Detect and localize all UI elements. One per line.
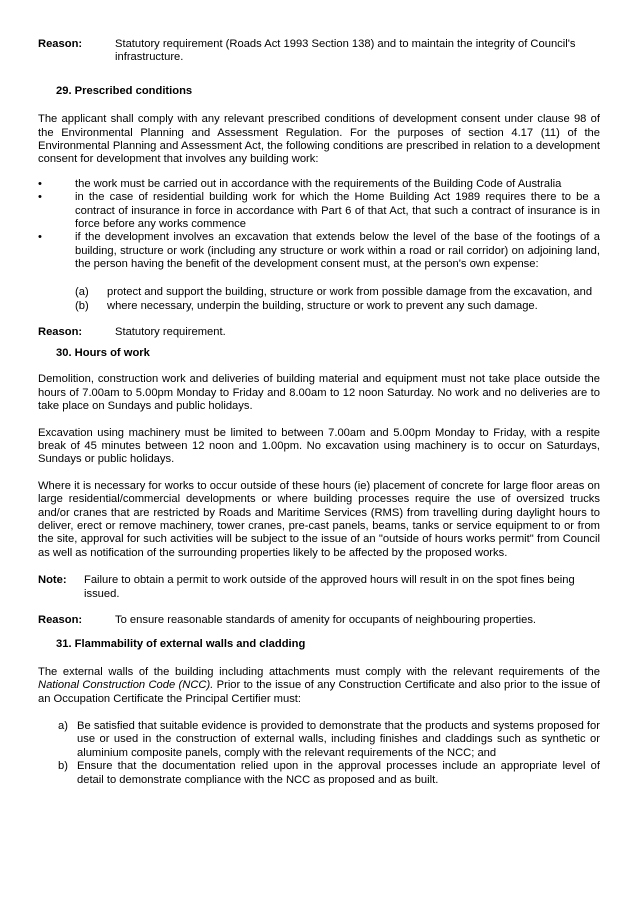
bullet-icon: • [38,231,42,244]
bullet-text: the work must be carried out in accordance with the requirements of the Building Code of Australia [75,177,562,190]
list-item-label: a) [58,720,68,733]
sub-item-b [38,300,600,313]
note-label: Note: [38,574,67,587]
section-29-intro: The applicant shall comply with any relevant prescribed conditions of development consent under clause 98 of the Environmental Planning and Assessment Regulation. For the purposes of section 4.17 (11) of the Environmental Planning and Assessment Act, the following conditions are prescribed in relation to a development consent for development that involves any building work: [38,113,600,166]
bullet-icon: • [38,177,42,190]
bullet-item [38,178,600,191]
reason-text: Statutory requirement (Roads Act 1993 Section 138) and to maintain the integrity of Council's infrastructure. [115,38,576,64]
list-item-b [38,760,600,787]
reason-label: Reason: [38,325,83,338]
section-31-intro [38,666,600,706]
sub-item-a [38,286,600,299]
reason-row-roads [38,38,600,65]
section-heading-31: 31. Flammability of external walls and cladding [56,638,306,651]
section-heading-29: 29. Prescribed conditions [56,84,193,97]
bullet-icon: • [38,191,42,204]
section-30-para-1: Demolition, construction work and deliveries of building material and equipment must not take place outside the hours of 7.00am to 5.00pm Monday to Friday and 8.00am to 12 noon Saturday. No work and no deliveries are to take place on Sundays and public holidays. [38,373,600,413]
sub-item-label: (b) [75,300,89,313]
list-item-text: Be satisfied that suitable evidence is provided to demonstrate that the products and systems proposed for use or used in the construction of external walls, including finishes and claddings such as synthetic or aluminium composite panels, comply with the relevant requirements of the NCC; and [77,720,600,759]
sub-item-text: where necessary, underpin the building, structure or work to prevent any such damage. [107,300,538,313]
section-heading-30: 30. Hours of work [56,346,150,359]
bullet-item [38,191,600,231]
document-page [38,38,600,787]
intro-text-after: Prior to the issue of any Construction Certificate and also prior to the issue of an Occupation Certificate the Principal Certifier must: [38,679,600,705]
list-item-a [38,720,600,760]
bullet-item [38,231,600,271]
bullet-text: if the development involves an excavation that extends below the level of the base of the footings of a building, structure or work (including any structure or work within a road or rail corridor) on adjoining land, the person having the benefit of the development consent must, at the person's own expense: [75,231,600,271]
note-row [38,574,600,601]
sub-item-label: (a) [75,285,89,298]
list-item-text: Ensure that the documentation relied upon in the approval processes include an appropriate level of detail to demonstrate compliance with the NCC as proposed and as built. [77,760,600,786]
reason-row-29 [38,326,600,339]
reason-label: Reason: [38,38,83,50]
bullet-text: in the case of residential building work for which the Home Building Act 1989 requires there to be a contract of insurance in force in accordance with Part 6 of that Act, that such a contract of insurance is in force before any works commence [75,191,600,231]
reason-text: To ensure reasonable standards of amenity for occupants of neighbouring properties. [115,614,537,626]
sub-item-text: protect and support the building, structure or work from possible damage from the excavation, and [107,285,593,298]
section-30-para-2: Excavation using machinery must be limited to between 7.00am and 5.00pm Monday to Friday, with a respite break of 45 minutes between 12 noon and 1.00pm. No excavation using machinery is to occur on Saturdays, Sundays or public holidays. [38,426,600,466]
reason-text: Statutory requirement. [115,325,226,338]
reason-row-30 [38,614,600,627]
reason-label: Reason: [38,614,83,626]
note-text: Failure to obtain a permit to work outside of the approved hours will result in on the spot fines being issued. [84,574,575,600]
intro-text-before: The external walls of the building including attachments must comply with the relevant requirements of the [38,665,600,678]
section-30-para-3: Where it is necessary for works to occur outside of these hours (ie) placement of concrete for large floor areas on large residential/commercial developments or where building processes require the use of oversized trucks and/or cranes that are restricted by Roads and Maritime Services (RMS) from travelling during daylight hours to deliver, erect or remove machinery, tower cranes, pre-cast panels, beams, tanks or service equipment to or from the site, approval for such activities will be subject to the issue of an "outside of hours works permit" from Council as well as notification of the surrounding properties likely to be affected by the proposed works. [38,479,600,559]
list-item-label: b) [58,760,68,773]
ncc-title: National Construction Code (NCC). [38,679,214,692]
